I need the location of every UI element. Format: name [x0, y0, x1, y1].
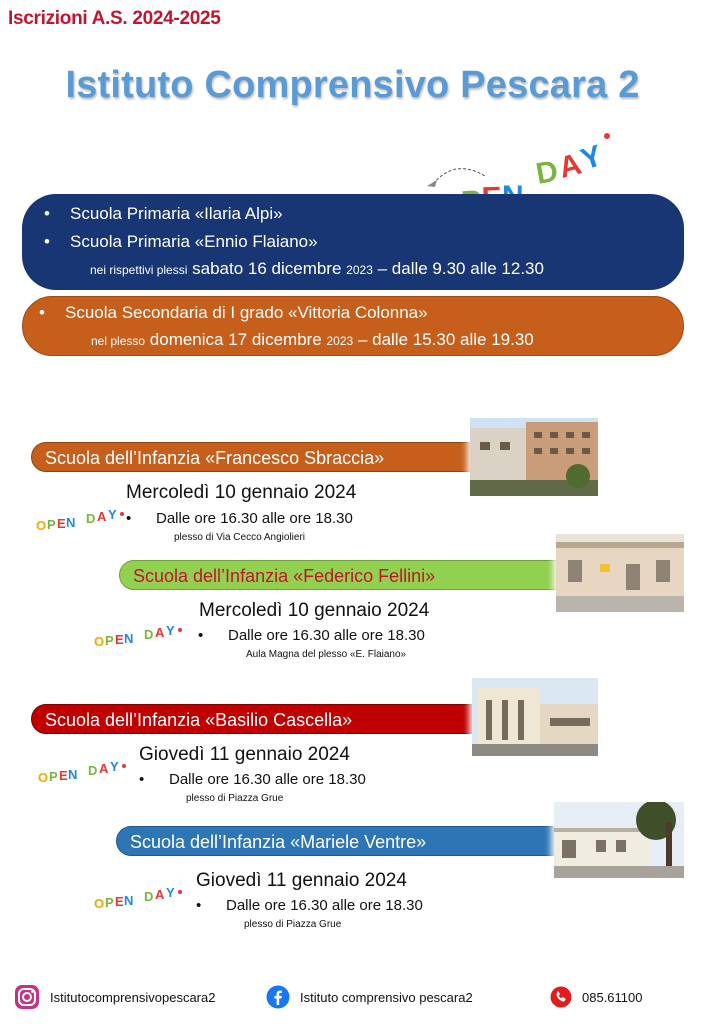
- secondary-school-panel: [22, 296, 684, 356]
- bullet-icon: •: [44, 204, 50, 223]
- svg-text:D: D: [86, 511, 96, 526]
- svg-text:E: E: [57, 516, 66, 531]
- infanzia-sbraccia-day: Mercoledì 10 gennaio 2024: [126, 482, 357, 503]
- svg-text:Y: Y: [108, 507, 117, 522]
- primary-schools-panel: [22, 194, 684, 290]
- svg-text:D: D: [88, 763, 98, 778]
- infanzia-sbraccia-place: plesso di Via Cecco Angiolieri: [174, 532, 306, 543]
- infanzia-fellini-place: Aula Magna del plesso «E. Flaiano»: [246, 649, 407, 660]
- infanzia-ventre-title: Scuola dell’Infanzia «Mariele Ventre»: [116, 826, 558, 856]
- svg-text:O: O: [38, 770, 49, 785]
- svg-text:Y: Y: [110, 759, 119, 774]
- svg-text:N: N: [124, 631, 134, 646]
- infanzia-cascella-day: Giovedì 11 gennaio 2024: [139, 744, 350, 765]
- infanzia-ventre-hours: • Dalle ore 16.30 alle ore 18.30: [196, 897, 423, 914]
- svg-text:E: E: [115, 894, 124, 909]
- svg-text:Y: Y: [166, 885, 175, 900]
- svg-text:E: E: [115, 632, 124, 647]
- svg-text:Y: Y: [576, 139, 607, 177]
- svg-text:Y: Y: [166, 623, 175, 638]
- footer-phone[interactable]: 085.61100: [550, 984, 643, 1010]
- svg-text:A: A: [99, 761, 109, 776]
- infanzia-fellini-title: Scuola dell’Infanzia «Federico Fellini»: [119, 560, 559, 590]
- infanzia-sbraccia-title: Scuola dell’Infanzia «Francesco Sbraccia»: [31, 442, 475, 472]
- svg-text:A: A: [97, 509, 107, 524]
- school-photo-fellini: [556, 534, 684, 612]
- school-photo-cascella: [472, 678, 598, 756]
- svg-text:N: N: [66, 515, 76, 530]
- primary-item-flaiano: • Scuola Primaria «Ennio Flaiano»: [44, 232, 318, 251]
- svg-text:E: E: [59, 768, 68, 783]
- open-day-small-logo: [34, 506, 128, 536]
- primary-date: nei rispettivi plessi sabato 16 dicembre 2023 – dalle 9.30 alle 12.30: [90, 259, 544, 278]
- svg-text:P: P: [49, 769, 58, 784]
- enrollment-label: Iscrizioni A.S. 2024-2025: [8, 8, 221, 29]
- svg-text:P: P: [47, 517, 56, 532]
- svg-text:D: D: [533, 154, 561, 191]
- open-day-small-logo: [92, 884, 186, 914]
- facebook-icon: [266, 985, 290, 1009]
- bullet-icon: •: [196, 897, 202, 914]
- svg-text:P: P: [105, 895, 114, 910]
- svg-text:O: O: [94, 896, 105, 911]
- bullet-icon: •: [44, 232, 50, 251]
- svg-text:O: O: [36, 518, 47, 533]
- primary-item-alpi: • Scuola Primaria «Ilaria Alpi»: [44, 204, 283, 223]
- open-day-small-logo: [36, 758, 130, 788]
- infanzia-fellini-day: Mercoledì 10 gennaio 2024: [199, 600, 430, 621]
- svg-text:A: A: [155, 625, 165, 640]
- infanzia-ventre-day: Giovedì 11 gennaio 2024: [196, 870, 407, 891]
- svg-text:O: O: [94, 634, 105, 649]
- bullet-icon: •: [139, 771, 145, 788]
- phone-icon: [550, 986, 572, 1008]
- svg-text:P: P: [105, 633, 114, 648]
- svg-text:N: N: [68, 767, 78, 782]
- footer-facebook[interactable]: Istituto comprensivo pescara2: [266, 984, 473, 1010]
- svg-text:A: A: [155, 887, 165, 902]
- open-day-small-logo: [92, 622, 186, 652]
- svg-text:N: N: [124, 893, 134, 908]
- infanzia-ventre-place: plesso di Piazza Grue: [244, 919, 342, 930]
- school-photo-ventre: [554, 802, 684, 878]
- infanzia-sbraccia-hours: • Dalle ore 16.30 alle ore 18.30: [126, 510, 353, 527]
- infanzia-fellini-hours: • Dalle ore 16.30 alle ore 18.30: [198, 627, 425, 644]
- infanzia-cascella-title: Scuola dell’Infanzia «Basilio Cascella»: [31, 704, 475, 734]
- school-photo-sbraccia: [470, 418, 598, 496]
- secondary-date: nel plesso domenica 17 dicembre 2023 – dalle 15.30 alle 19.30: [91, 330, 534, 349]
- bullet-icon: •: [39, 303, 45, 322]
- infanzia-cascella-hours: • Dalle ore 16.30 alle ore 18.30: [139, 771, 366, 788]
- bullet-icon: •: [126, 510, 132, 527]
- infanzia-cascella-place: plesso di Piazza Grue: [186, 793, 284, 804]
- svg-text:D: D: [144, 889, 154, 904]
- secondary-item: • Scuola Secondaria di I grado «Vittoria Colonna»: [39, 303, 428, 322]
- page-title: Istituto Comprensivo Pescara 2: [65, 64, 640, 106]
- instagram-icon: [14, 984, 40, 1010]
- svg-text:D: D: [144, 627, 154, 642]
- footer-instagram[interactable]: Istitutocomprensivopescara2: [14, 984, 215, 1010]
- bullet-icon: •: [198, 627, 204, 644]
- svg-text:A: A: [555, 147, 585, 185]
